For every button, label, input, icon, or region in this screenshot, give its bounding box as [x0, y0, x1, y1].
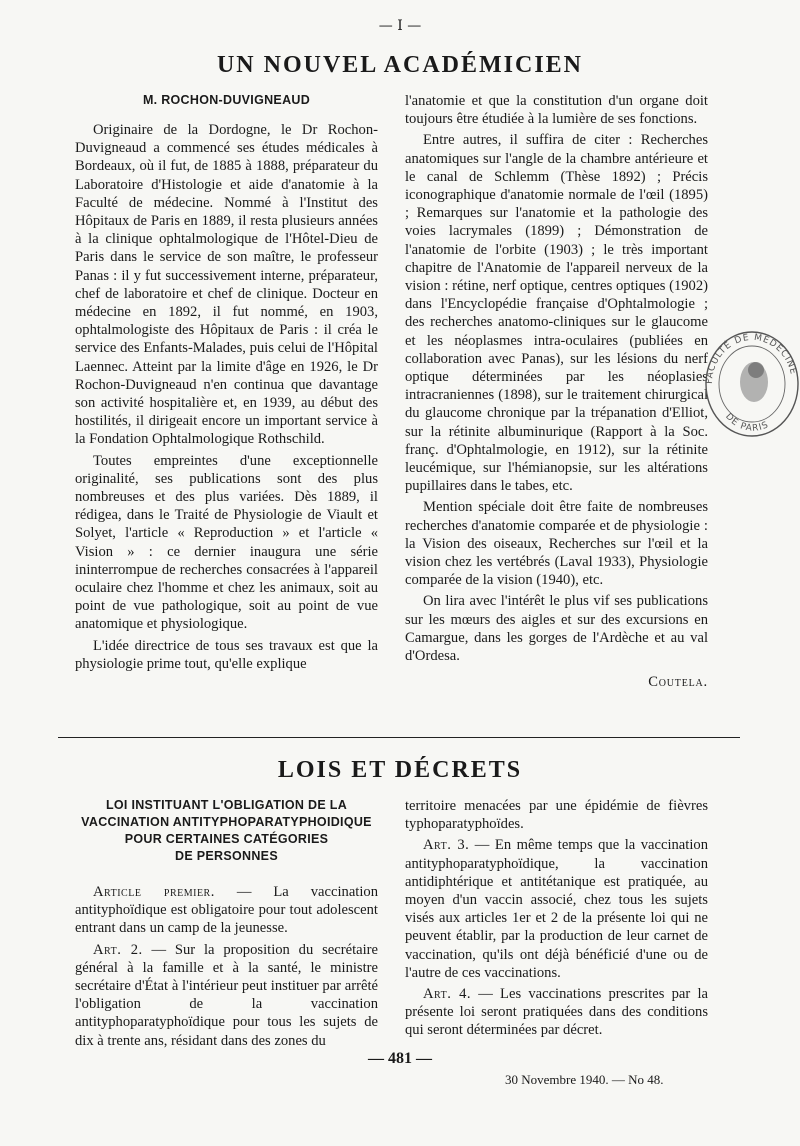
library-stamp-icon [698, 322, 800, 440]
section-title: LOIS ET DÉCRETS [277, 757, 523, 783]
paragraph: Originaire de la Dordogne, le Dr Rochon-Duvigneaud a commencé ses études médicales à Bordeaux, où il fut, de 1885 à 1888, préparateur du Laboratoire d'Histologie et aide d'anatomie à la Faculté de médecine. Nommé à l'Institut des Hôpitaux de Paris en 1889, il resta plusieurs années à la clinique ophtalmologique de l'Hôtel-Dieu de Paris dans le service de son maître, le professeur Panas : il y fut successivement interne, préparateur, chef de laboratoire et chef de clinique. Docteur en médecine en 1892, il fut nommé, en 1903, ophtalmologiste des Hôpitaux de Paris : il créa le service des Enfants-Malades, puis celui de l'Hôpital Laennec. Atteint par la limite d'âge en 1926, le Dr Rochon-Duvigneaud n'en continua que davantage son activité hospitalière et, en 1939, au début des hostilités, il dirigeait encore un important service à la Fondation Ophtalmologique Rothschild. [75, 122, 378, 448]
article-text: — La vaccination antityphoïdique est obligatoire pour tout adolescent entrant dans un camp de la jeunesse. [75, 884, 378, 937]
paragraph: Mention spéciale doit être faite de nombreuses recherches d'anatomie comparée et de physiologie : la Vision des oiseaux, Recherches sur l'œil et la vision chez les vertébrés (Laval 1933), Physiologie comparée de la vision (1940), etc. [405, 499, 708, 589]
paragraph: l'anatomie et que la constitution d'un organe doit toujours être étudiée à la lumière de ses fonctions. [405, 93, 708, 128]
article-paragraph [405, 797, 708, 833]
article1-left-column [75, 92, 378, 676]
article-text: — Sur la proposition du secrétaire général à la famille et à la santé, le ministre secrétaire d'État à l'intérieur peut instituer par arrêté l'obligation de la vaccination antityphoparatyphoïdique pour tous les sujets de dix à trente ans, résidant dans des zones du [75, 941, 378, 1049]
article-paragraph [75, 941, 378, 1050]
article1-right-column [405, 92, 708, 692]
article-paragraph [405, 836, 708, 982]
page-number: — 481 — [368, 1050, 432, 1067]
article-title: UN NOUVEL ACADÉMICIEN [216, 52, 584, 78]
law-title [75, 797, 378, 865]
article-text: — Les vaccinations prescrites par la présente loi seront pratiquées dans des conditions qui seront déterminées par décret. [405, 986, 708, 1039]
article-text: territoire menacées par une épidémie de fièvres typhoparatyphoïdes. [405, 798, 708, 833]
article2-right-column [405, 797, 708, 1043]
article-text: — En même temps que la vaccination antityphoparatyphoïdique, la vaccination antidiphtérique et antitétanique est pratiquée, au moyen d'un vaccin associé, chez tous les sujets visés aux articles 1er et 2 de la présente loi qui ne peuvent établir, par la production de leur carnet de vaccination, qu'ils ont déjà bénéficié d'une ou de l'autre de ces vaccinations. [405, 837, 708, 981]
article-label: Art. 4. [423, 986, 472, 1003]
article-label: Article premier. [93, 884, 215, 900]
law-title-line: VACCINATION ANTITYPHOPARATYPHOIDIQUE [81, 815, 372, 829]
section-divider [58, 737, 740, 738]
issue-date: 30 Novembre 1940. — No 48. [505, 1072, 664, 1087]
stamp-text-bottom: DE PARIS [723, 411, 771, 434]
stamp-text-top: FACULTÉ DE MÉDECINE [704, 332, 799, 385]
page-folio-top: — I — [378, 18, 422, 34]
article-label: Art. 3. [423, 837, 470, 854]
article2-left-column [75, 797, 378, 1053]
paragraph: L'idée directrice de tous ses travaux est que la physiologie prime tout, qu'elle explique [75, 637, 378, 672]
paragraph: Toutes empreintes d'une exceptionnelle originalité, ses publications sont des plus nombreuses et des plus variées. Dès 1889, il rédigea, dans le Traité de Physiologie de Viault et Solyet, l'article « Reproduction » et l'article « Vision » : ce dernier inaugura une série ininterrompue de recherches consacrées à l'appareil oculaire chez l'homme et chez les animaux, soit au point de vue pathologique, soit au point de vue anatomique et physiologique. [75, 452, 378, 633]
article-subtitle: M. ROCHON-DUVIGNEAUD [142, 93, 311, 107]
article-paragraph [405, 985, 708, 1040]
paragraph: On lira avec l'intérêt le plus vif ses publications sur les mœurs des aigles et sur des excursions en Camargue, dans les gorges de l'Ardèche et au val d'Ordesa. [405, 593, 708, 665]
author-signature: Coutela. [648, 674, 708, 691]
law-title-line: LOI INSTITUANT L'OBLIGATION DE LA [105, 798, 348, 812]
article-paragraph [75, 883, 378, 938]
paragraph: Entre autres, il suffira de citer : Recherches anatomiques sur l'angle de la chambre antérieure et le canal de Schlemm (Thèse 1892) ; Précis iconographique d'anatomie normale de l'œil (1895) ; Remarques sur l'anatomie et la pathologie des voies lacrymales (1899) ; Démonstration de l'anatomie de l'orbite (1903) ; le très important chapitre de l'Anatomie de l'appareil nerveux de la vision : rétine, nerf optique, centres optiques (1902) dans l'Encyclopédie française d'Ophtalmologie ; des recherches anatomo-cliniques sur le glaucome et les néoplasmes intra-oculaires (publiées en collaboration avec Panas), sur les lésions du nerf optique déterminées par les néoplasies intracraniennes (1898), sur le traitement chirurgical du glaucome chronique par la trépanation d'Elliot, sur la rétinite albuminurique (Rapport à la Soc. franç. d'Ophtalmologie, en 1912), sur la rétinite leucémique, sur l'hémianopsie, sur les altérations pupillaires dans le tabes, etc. [405, 132, 708, 495]
article-label: Art. 2. [93, 941, 143, 958]
law-title-line: DE PERSONNES [175, 849, 278, 863]
law-title-line: POUR CERTAINES CATÉGORIES [124, 832, 329, 846]
